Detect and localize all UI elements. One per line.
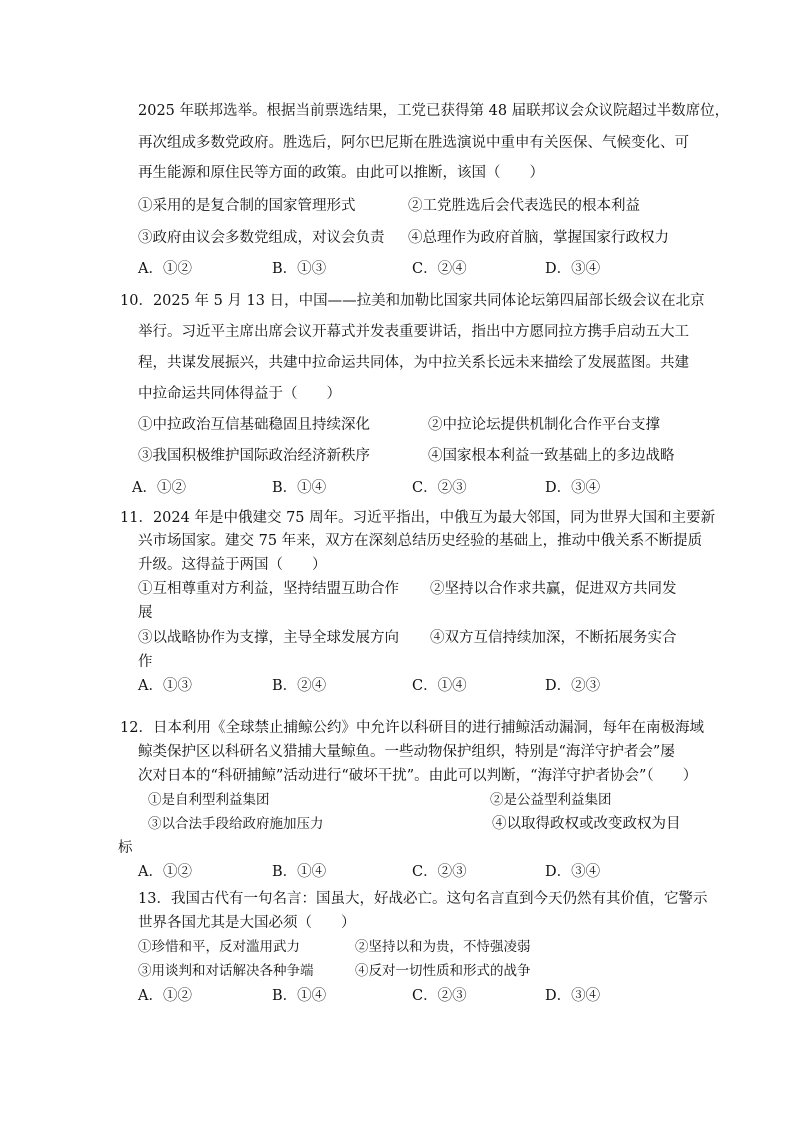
q13-item-1: ①珍惜和平，反对滥用武力 (138, 939, 300, 955)
q10-item-3: ③我国积极维护国际政治经济新秩序 (138, 448, 370, 464)
q12-line-1: 12．日本利用《全球禁止捕鲸公约》中允许以科研目的进行捕鲸活动漏洞，每年在南极海域 (120, 720, 704, 736)
q11-choice-c: C．①④ (412, 678, 467, 694)
q11-item-2-wrap: 展 (138, 605, 153, 621)
q12-item-2: ②是公益型利益集团 (490, 792, 612, 808)
q11-choice-a: A．①③ (138, 678, 192, 694)
q13-line-1: 13．我国古代有一句名言：国虽大，好战必亡。这句名言直到今天仍然有其价值，它警示 (138, 891, 708, 907)
q12-choice-d: D．③④ (545, 864, 601, 880)
q10-choice-c: C．②③ (412, 480, 467, 496)
q11-choice-d: D．②③ (545, 678, 601, 694)
q13-item-2: ②坚持以和为贵，不恃强凌弱 (355, 939, 531, 955)
q12-item-4: ④以取得政权或改变政权为目 (492, 816, 681, 832)
q12-item-4-wrap: 标 (118, 840, 133, 856)
q9-choice-d: D．③④ (545, 261, 601, 277)
q13-choice-a: A．①② (138, 988, 192, 1004)
q11-item-2: ②坚持以合作求共赢，促进双方共同发 (430, 581, 677, 597)
q10-line-2: 举行。习近平主席出席会议开幕式并发表重要讲话，指出中方愿同拉方携手启动五大工 (138, 324, 689, 340)
q11-line-2: 兴市场国家。建交 75 年来，双方在深刻总结历史经验的基础上，推动中俄关系不断提质 (138, 533, 703, 549)
q10-item-4: ④国家根本利益一致基础上的多边战略 (428, 448, 675, 464)
q11-item-3-wrap: 作 (138, 654, 153, 670)
q9-item-3: ③政府由议会多数党组成，对议会负责 (138, 230, 385, 246)
q12-choice-b: B．①④ (272, 864, 327, 880)
q11-item-1: ①互相尊重对方利益，坚持结盟互助合作 (138, 581, 399, 597)
q9-line-2: 再次组成多数党政府。胜选后，阿尔巴尼斯在胜选演说中重申有关医保、气候变化、可 (138, 135, 689, 151)
q11-choice-b: B．②④ (272, 678, 327, 694)
q9-line-3: 再生能源和原住民等方面的政策。由此可以推断，该国（ ） (138, 165, 544, 181)
q12-line-3: 次对日本的“科研捕鲸”活动进行“破坏干扰”。由此可以判断，“海洋守护者协会”（ ） (138, 768, 698, 784)
q10-item-1: ①中拉政治互信基础稳固且持续深化 (138, 417, 370, 433)
q9-item-2: ②工党胜选后会代表选民的根本利益 (408, 198, 640, 214)
q13-choice-c: C．②③ (412, 988, 467, 1004)
q13-line-2: 世界各国尤其是大国必须（ ） (138, 915, 356, 931)
q10-choice-a: A．①② (132, 480, 186, 496)
q9-line-1: 2025 年联邦选举。根据当前票选结果，工党已获得第 48 届联邦议会众议院超过半数席位， (138, 103, 730, 119)
q10-line-1: 10．2025 年 5 月 13 日，中国——拉美和加勒比国家共同体论坛第四届部长级会议在北京 (120, 293, 705, 309)
q11-item-4: ④双方互信持续加深，不断拓展务实合 (430, 630, 677, 646)
q11-line-3: 升级。这得益于两国（ ） (138, 557, 327, 573)
q12-item-3: ③以合法手段给政府施加压力 (148, 816, 324, 832)
q10-choice-d: D．③④ (545, 480, 601, 496)
q13-choice-d: D．③④ (545, 988, 601, 1004)
q10-line-4: 中拉命运共同体得益于（ ） (138, 386, 341, 402)
q13-choice-b: B．①④ (272, 988, 327, 1004)
q12-choice-c: C．②③ (412, 864, 467, 880)
q10-choice-b: B．①④ (272, 480, 327, 496)
q10-item-2: ②中拉论坛提供机制化合作平台支撑 (428, 417, 660, 433)
q9-choice-b: B．①③ (272, 261, 327, 277)
q10-line-3: 程，共谋发展振兴，共建中拉命运共同体，为中拉关系长远未来描绘了发展蓝图。共建 (138, 355, 689, 371)
q12-choice-a: A．①② (138, 864, 192, 880)
q9-item-1: ①采用的是复合制的国家管理形式 (138, 198, 356, 214)
q12-line-2: 鲸类保护区以科研名义猎捕大量鲸鱼。一些动物保护组织，特别是“海洋守护者会”屡 (138, 744, 675, 760)
q12-item-1: ①是自利型利益集团 (148, 792, 270, 808)
q11-line-1: 11．2024 年是中俄建交 75 周年。习近平指出，中俄互为最大邻国，同为世界大国和主要新 (120, 510, 716, 526)
q9-choice-a: A．①② (138, 261, 192, 277)
q13-item-4: ④反对一切性质和形式的战争 (355, 963, 531, 979)
q13-item-3: ③用谈判和对话解决各种争端 (138, 963, 314, 979)
q11-item-3: ③以战略协作为支撑，主导全球发展方向 (138, 630, 399, 646)
q9-choice-c: C．②④ (412, 261, 467, 277)
q9-item-4: ④总理作为政府首脑，掌握国家行政权力 (408, 230, 669, 246)
